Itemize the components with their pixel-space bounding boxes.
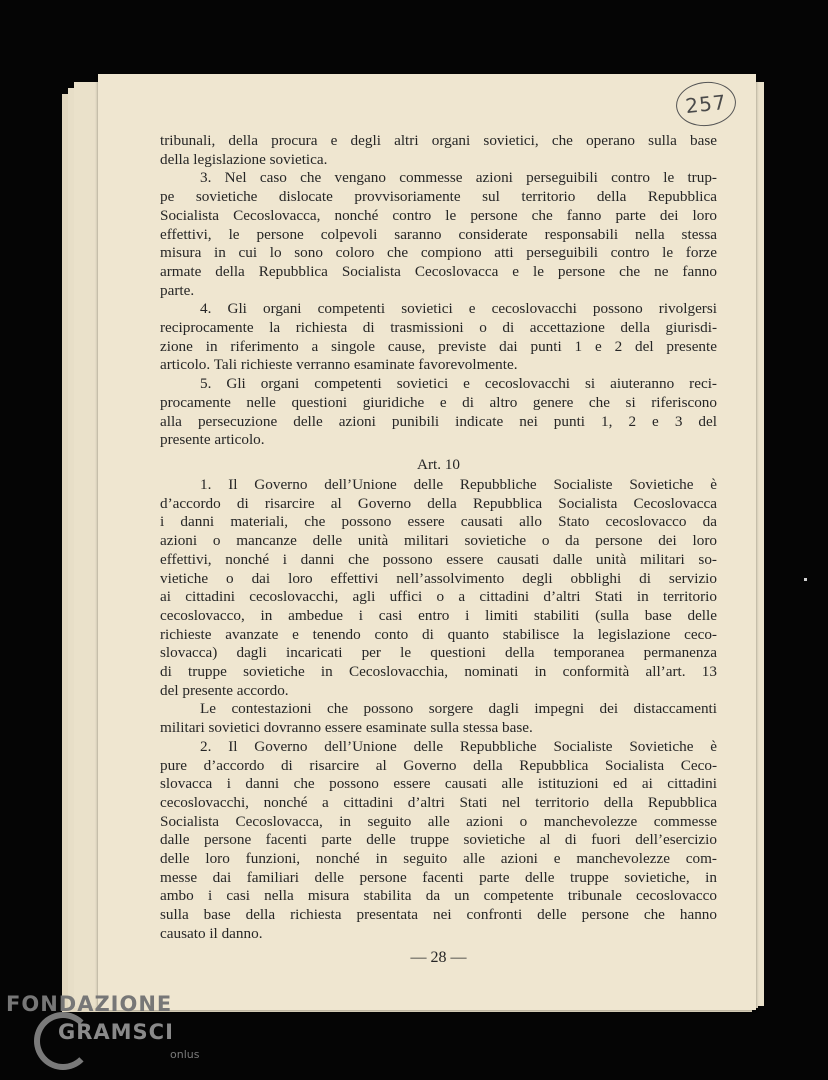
text-line: causato il danno. xyxy=(160,924,263,942)
text-line: Le contestazioni che possono sorgere dagli impegni dei distaccamenti xyxy=(200,700,717,718)
text-line: della legislazione sovietica. xyxy=(160,150,328,168)
text-line: 5. Gli organi competenti sovietici e cecoslovacchi si aiuteranno reci- xyxy=(200,375,717,393)
archive-stamp: 257 xyxy=(674,79,738,129)
text-line: Socialista Cecoslovacca, nonché contro le persone che fanno parte dei loro xyxy=(160,206,717,224)
text-line: militari sovietici dovranno essere esaminate sulla stessa base. xyxy=(160,719,533,737)
watermark-small-text: onlus xyxy=(170,1048,200,1061)
text-line: alla persecuzione delle azioni punibili indicate nei punti 1, 2 e 3 del xyxy=(160,412,717,430)
text-line: zione in riferimento a singole cause, previste dai punti 1 e 2 del presente xyxy=(160,337,717,355)
text-line: tribunali, della procura e degli altri organi sovietici, che operano sulla base xyxy=(160,132,717,149)
text-line: effettivi, le persone colpevoli saranno considerate responsabili nella stessa xyxy=(160,225,717,243)
text-line: 2. Il Governo dell’Unione delle Repubbliche Socialiste Sovietiche è xyxy=(200,737,717,755)
text-line: d’accordo di risarcire al Governo della Repubblica Socialista Cecoslovacca xyxy=(160,494,717,512)
text-line: sulla base della richiesta presentata nei confronti delle persone che hanno xyxy=(160,906,717,924)
text-line: 1. Il Governo dell’Unione delle Repubbliche Socialiste Sovietiche è xyxy=(200,476,717,493)
text-line: reciprocamente la richiesta di trasmissioni o di accettazione della giurisdi- xyxy=(160,319,717,336)
text-line: 3. Nel caso che vengano commesse azioni perseguibili contro le trup- xyxy=(200,169,717,187)
text-line: presente articolo. xyxy=(160,431,265,449)
text-line: ai cittadini cecoslovacchi, agli uffici o a cittadini d’altri Stati in territorio xyxy=(160,588,717,606)
text-line: vietiche o dai loro effettivi nell’assolvimento degli obblighi di servizio xyxy=(160,569,717,587)
article-heading: Art. 10 xyxy=(416,456,461,473)
text-line: effettivi, nonché i danni che possono essere causati dalle unità militari so- xyxy=(160,550,717,568)
scan-speck xyxy=(804,578,807,581)
text-line: delle loro funzioni, nonché in seguito alle azioni e manchevolezze com- xyxy=(160,850,717,867)
text-line: pure d’accordo di risarcire al Governo della Repubblica Socialista Ceco- xyxy=(160,756,717,774)
text-line: parte. xyxy=(160,281,195,299)
watermark-bottom-text: GRAMSCI xyxy=(58,1020,174,1044)
text-line: cecoslovacco, in ambedue i casi entro i limiti stabiliti (sulla base delle xyxy=(160,606,717,624)
watermark-logo xyxy=(6,992,226,1072)
text-line: cecoslovacchi, nonché a cittadini d’altri Stati nel territorio della Repubblica xyxy=(160,793,717,811)
text-line: Socialista Cecoslovacca, in seguito alle azioni o manchevolezze commesse xyxy=(160,812,717,830)
text-line: articolo. Tali richieste verranno esaminate favorevolmente. xyxy=(160,356,518,374)
page-number: — 28 — xyxy=(410,949,467,966)
text-line: richieste avanzate e tenendo conto di quanto stabilisce la legislazione ceco- xyxy=(160,625,717,643)
text-line: slovacca) dagli incaricati per le questioni della temporanea permanenza xyxy=(160,644,717,662)
text-line: slovacca i danni che possono essere causati alle istituzioni ed ai cittadini xyxy=(160,775,717,793)
text-line: procamente nelle questioni giuridiche e di altro genere che si riferiscono xyxy=(160,393,717,411)
text-line: 4. Gli organi competenti sovietici e cecoslovacchi possono rivolgersi xyxy=(200,300,717,318)
text-line: messe dai familiari delle persone facenti parte delle truppe sovietiche, in xyxy=(160,868,717,886)
text-line: del presente accordo. xyxy=(160,681,289,699)
text-line: misura in cui lo sono coloro che compiono atti perseguibili contro le forze xyxy=(160,244,717,262)
text-line: i danni materiali, che possono essere causati allo Stato cecoslovacco da xyxy=(160,513,717,531)
text-line: armate della Repubblica Socialista Cecoslovacca e le persone che ne fanno xyxy=(160,262,717,280)
watermark-top-text: FONDAZIONE xyxy=(6,992,173,1016)
text-line: pe sovietiche dislocate provvisoriamente sul territorio della Repubblica xyxy=(160,188,717,206)
text-line: azioni o mancanze delle unità militari sovietiche o da persone dei loro xyxy=(160,532,717,550)
text-line: ambo i casi nella misura stabilita da un competente tribunale cecoslovacco xyxy=(160,887,717,905)
text-line: di truppe sovietiche in Cecoslovacchia, nominati in conformità all’art. 13 xyxy=(160,663,717,680)
text-line: dalle persone facenti parte delle truppe sovietiche al di fuori dell’esercizio xyxy=(160,831,717,849)
